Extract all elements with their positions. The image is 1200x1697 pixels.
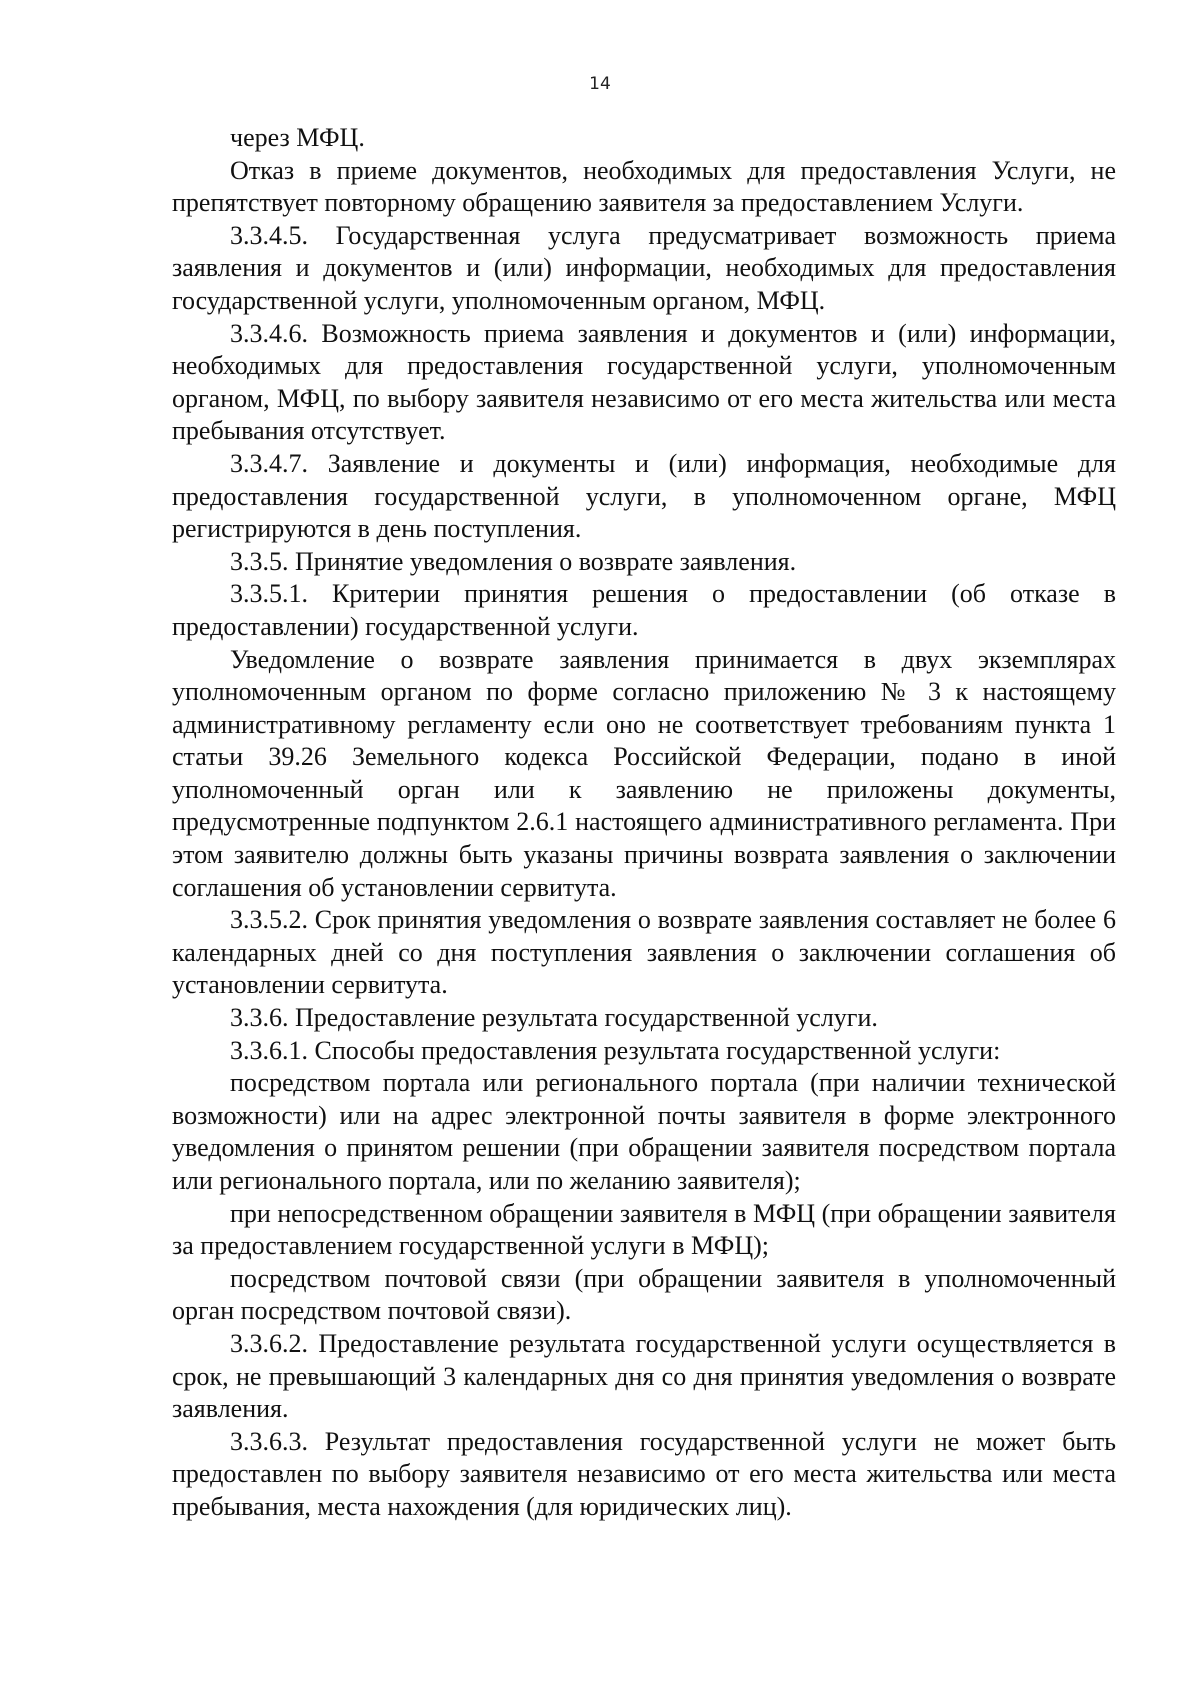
paragraph: Отказ в приеме документов, необходимых для предоставления Услуги, не препятствует повторному обращению заявителя за предоставлением Услуги. bbox=[172, 155, 1116, 218]
page-number: 14 bbox=[589, 74, 611, 94]
paragraph: при непосредственном обращении заявителя в МФЦ (при обращении заявителя за предоставлением государственной услуги в МФЦ); bbox=[172, 1198, 1116, 1261]
paragraph: 3.3.6. Предоставление результата государственной услуги. bbox=[230, 1003, 878, 1033]
document-body bbox=[172, 122, 1116, 1524]
paragraph: 3.3.5.2. Срок принятия уведомления о возврате заявления составляет не более 6 календарных дней со дня поступления заявления о заключении соглашения об установлении сервитута. bbox=[172, 905, 1116, 1000]
paragraph: 3.3.6.2. Предоставление результата государственной услуги осуществляется в срок, не превышающий 3 календарных дня со дня принятия уведомления о возврате заявления. bbox=[172, 1328, 1116, 1424]
paragraph: Уведомление о возврате заявления принимается в двух экземплярах уполномоченным органом по форме согласно приложению № 3 к настоящему административному регламенту если оно не соответствует требованиям пункта 1 статьи 39.26 Земельного кодекса Российской Федерации, подано в иной уполномоченный орган или к заявлению не приложены документы, предусмотренные подпунктом 2.6.1 настоящего административного регламента. При этом заявителю должны быть указаны причины возврата заявления о заключении соглашения об установлении сервитута. bbox=[172, 644, 1116, 902]
paragraph: 3.3.5.1. Критерии принятия решения о предоставлении (об отказе в предоставлении) государственной услуги. bbox=[172, 579, 1116, 641]
paragraph: 3.3.6.1. Способы предоставления результата государственной услуги: bbox=[230, 1035, 1001, 1065]
paragraph: посредством почтовой связи (при обращении заявителя в уполномоченный орган посредством почтовой связи). bbox=[172, 1263, 1116, 1326]
paragraph: посредством портала или регионального портала (при наличии технической возможности) или на адрес электронной почты заявителя в форме электронного уведомления о принятом решении (при обращении заявителя посредством портала или регионального портала, или по желанию заявителя); bbox=[172, 1068, 1116, 1195]
paragraph: через МФЦ. bbox=[230, 123, 365, 152]
paragraph: 3.3.4.6. Возможность приема заявления и документов и (или) информации, необходимых для предоставления государственной услуги, уполномоченным органом, МФЦ, по выбору заявителя независимо от его места жительства или места пребывания отсутствует. bbox=[172, 318, 1116, 446]
paragraph: 3.3.6.3. Результат предоставления государственной услуги не может быть предоставлен по выбору заявителя независимо от его места жительства или места пребывания, места нахождения (для юридических лиц). bbox=[172, 1426, 1116, 1521]
paragraph: 3.3.4.7. Заявление и документы и (или) информация, необходимые для предоставления государственной услуги, в уполномоченном органе, МФЦ регистрируются в день поступления. bbox=[172, 448, 1116, 544]
paragraph: 3.3.4.5. Государственная услуга предусматривает возможность приема заявления и документов и (или) информации, необходимых для предоставления государственной услуги, уполномоченным органом, МФЦ. bbox=[172, 220, 1116, 315]
paragraph: 3.3.5. Принятие уведомления о возврате заявления. bbox=[230, 546, 797, 576]
